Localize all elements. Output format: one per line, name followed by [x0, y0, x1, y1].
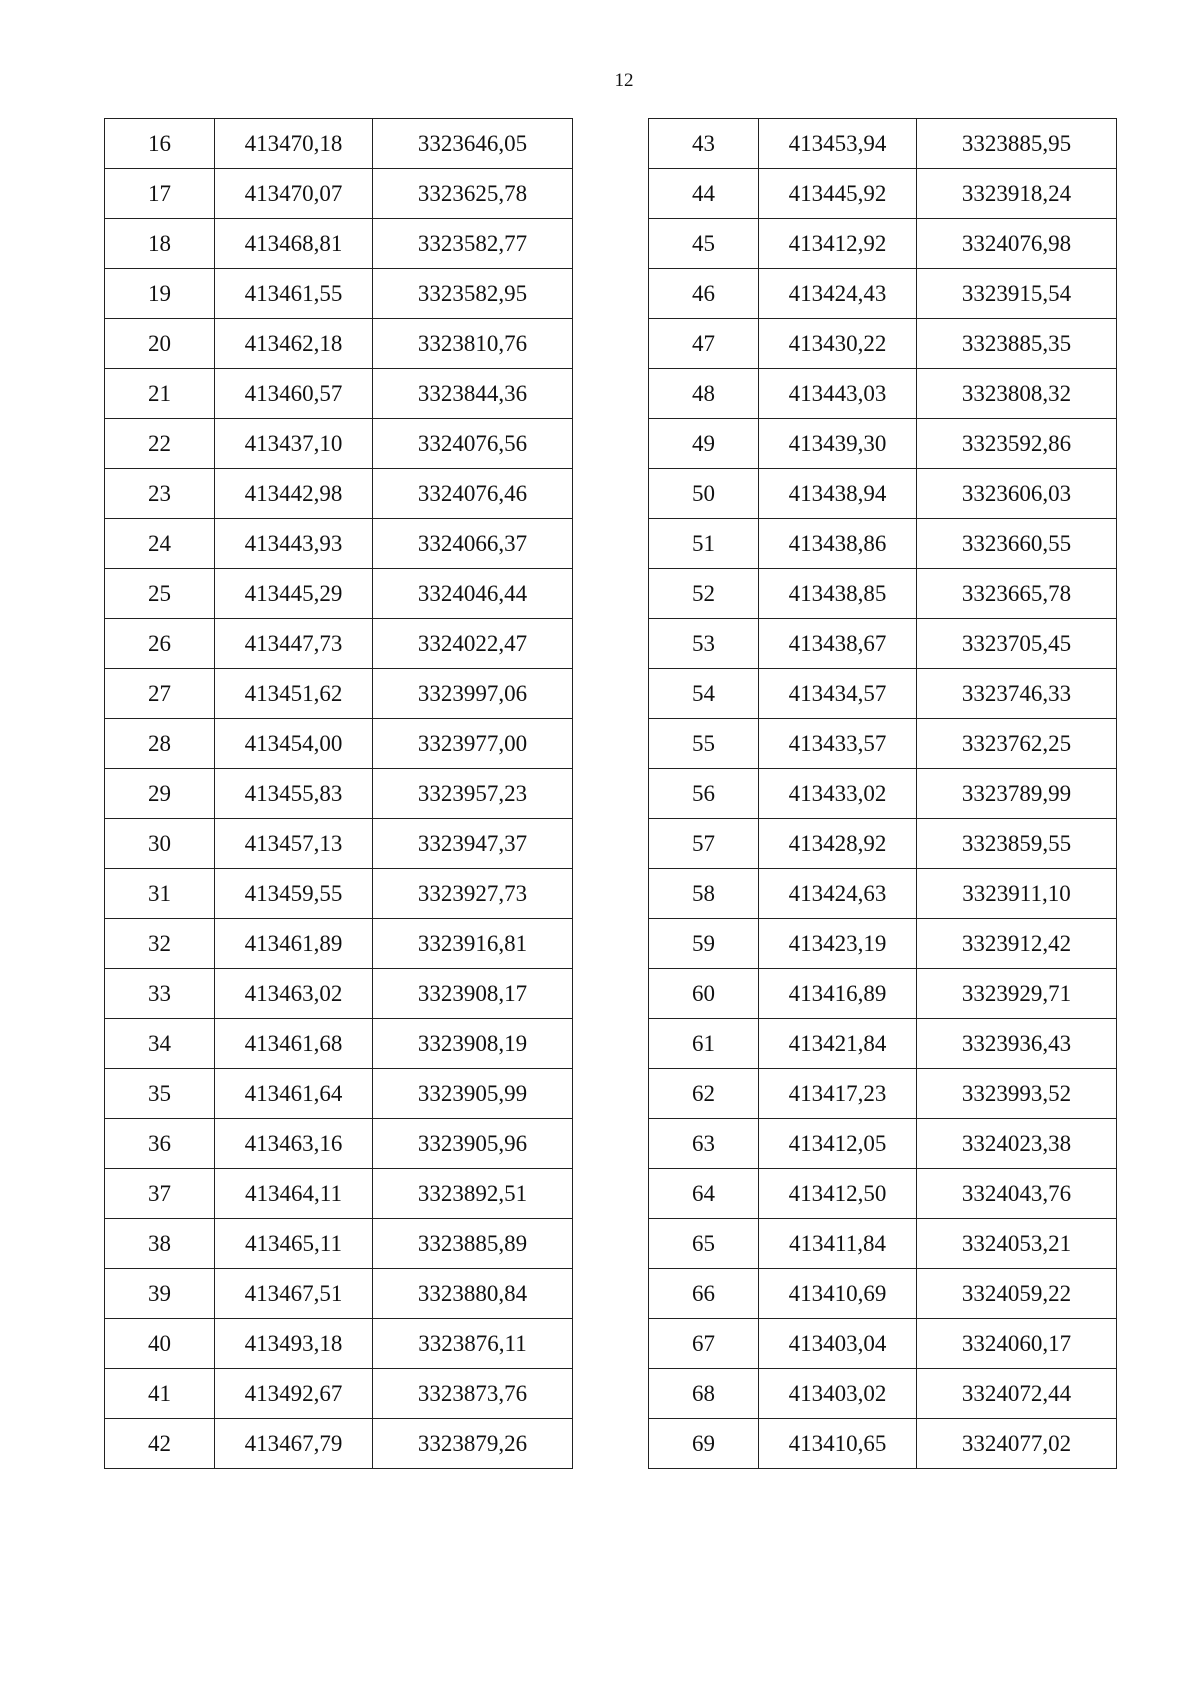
point-number-cell: 40 — [105, 1319, 215, 1369]
table-row — [105, 1319, 573, 1369]
point-number-cell: 18 — [105, 219, 215, 269]
table-row — [105, 419, 573, 469]
table-row — [105, 1419, 573, 1469]
x-coordinate-cell: 413468,81 — [215, 219, 373, 269]
x-coordinate-cell: 413430,22 — [759, 319, 917, 369]
point-number-cell: 59 — [649, 919, 759, 969]
point-number-cell: 65 — [649, 1219, 759, 1269]
y-coordinate-cell: 3323879,26 — [373, 1419, 573, 1469]
point-number-cell: 19 — [105, 269, 215, 319]
table-row — [649, 619, 1117, 669]
x-coordinate-cell: 413412,05 — [759, 1119, 917, 1169]
y-coordinate-cell: 3324066,37 — [373, 519, 573, 569]
point-number-cell: 21 — [105, 369, 215, 419]
x-coordinate-cell: 413410,69 — [759, 1269, 917, 1319]
table-row — [105, 619, 573, 669]
table-row — [105, 769, 573, 819]
point-number-cell: 32 — [105, 919, 215, 969]
table-row — [649, 1319, 1117, 1369]
x-coordinate-cell: 413447,73 — [215, 619, 373, 669]
point-number-cell: 53 — [649, 619, 759, 669]
table-row — [105, 569, 573, 619]
y-coordinate-cell: 3323746,33 — [917, 669, 1117, 719]
point-number-cell: 57 — [649, 819, 759, 869]
x-coordinate-cell: 413438,67 — [759, 619, 917, 669]
x-coordinate-cell: 413463,02 — [215, 969, 373, 1019]
table-row — [649, 669, 1117, 719]
x-coordinate-cell: 413403,02 — [759, 1369, 917, 1419]
table-row — [649, 319, 1117, 369]
point-number-cell: 25 — [105, 569, 215, 619]
table-row — [105, 119, 573, 169]
y-coordinate-cell: 3323762,25 — [917, 719, 1117, 769]
table-row — [649, 369, 1117, 419]
table-row — [105, 719, 573, 769]
x-coordinate-cell: 413462,18 — [215, 319, 373, 369]
x-coordinate-cell: 413410,65 — [759, 1419, 917, 1469]
y-coordinate-cell: 3323873,76 — [373, 1369, 573, 1419]
table-row — [649, 1019, 1117, 1069]
y-coordinate-cell: 3323810,76 — [373, 319, 573, 369]
y-coordinate-cell: 3323947,37 — [373, 819, 573, 869]
x-coordinate-cell: 413467,51 — [215, 1269, 373, 1319]
x-coordinate-cell: 413470,18 — [215, 119, 373, 169]
x-coordinate-cell: 413424,43 — [759, 269, 917, 319]
point-number-cell: 50 — [649, 469, 759, 519]
table-row — [105, 1119, 573, 1169]
x-coordinate-cell: 413438,86 — [759, 519, 917, 569]
y-coordinate-cell: 3323660,55 — [917, 519, 1117, 569]
point-number-cell: 55 — [649, 719, 759, 769]
x-coordinate-cell: 413423,19 — [759, 919, 917, 969]
table-row — [105, 919, 573, 969]
y-coordinate-cell: 3323908,19 — [373, 1019, 573, 1069]
x-coordinate-cell: 413433,02 — [759, 769, 917, 819]
table-row — [649, 1419, 1117, 1469]
point-number-cell: 34 — [105, 1019, 215, 1069]
y-coordinate-cell: 3324072,44 — [917, 1369, 1117, 1419]
y-coordinate-cell: 3323885,35 — [917, 319, 1117, 369]
y-coordinate-cell: 3324043,76 — [917, 1169, 1117, 1219]
x-coordinate-cell: 413445,92 — [759, 169, 917, 219]
point-number-cell: 44 — [649, 169, 759, 219]
x-coordinate-cell: 413416,89 — [759, 969, 917, 1019]
y-coordinate-cell: 3323885,95 — [917, 119, 1117, 169]
y-coordinate-cell: 3323844,36 — [373, 369, 573, 419]
y-coordinate-cell: 3323646,05 — [373, 119, 573, 169]
point-number-cell: 23 — [105, 469, 215, 519]
y-coordinate-cell: 3323912,42 — [917, 919, 1117, 969]
x-coordinate-cell: 413412,92 — [759, 219, 917, 269]
point-number-cell: 60 — [649, 969, 759, 1019]
table-row — [649, 1369, 1117, 1419]
table-row — [105, 869, 573, 919]
table-row — [649, 969, 1117, 1019]
y-coordinate-cell: 3323977,00 — [373, 719, 573, 769]
table-row — [105, 1219, 573, 1269]
y-coordinate-cell: 3324076,98 — [917, 219, 1117, 269]
x-coordinate-cell: 413443,93 — [215, 519, 373, 569]
point-number-cell: 46 — [649, 269, 759, 319]
coordinates-table-right — [648, 118, 1117, 1469]
y-coordinate-cell: 3323936,43 — [917, 1019, 1117, 1069]
point-number-cell: 54 — [649, 669, 759, 719]
table-row — [105, 819, 573, 869]
x-coordinate-cell: 413461,89 — [215, 919, 373, 969]
table-row — [649, 1069, 1117, 1119]
coordinates-table-left — [104, 118, 573, 1469]
y-coordinate-cell: 3324059,22 — [917, 1269, 1117, 1319]
x-coordinate-cell: 413464,11 — [215, 1169, 373, 1219]
y-coordinate-cell: 3323908,17 — [373, 969, 573, 1019]
x-coordinate-cell: 413455,83 — [215, 769, 373, 819]
y-coordinate-cell: 3323789,99 — [917, 769, 1117, 819]
y-coordinate-cell: 3323892,51 — [373, 1169, 573, 1219]
table-row — [649, 569, 1117, 619]
table-row — [649, 869, 1117, 919]
x-coordinate-cell: 413445,29 — [215, 569, 373, 619]
x-coordinate-cell: 413421,84 — [759, 1019, 917, 1069]
point-number-cell: 22 — [105, 419, 215, 469]
x-coordinate-cell: 413461,64 — [215, 1069, 373, 1119]
x-coordinate-cell: 413460,57 — [215, 369, 373, 419]
point-number-cell: 29 — [105, 769, 215, 819]
x-coordinate-cell: 413403,04 — [759, 1319, 917, 1369]
y-coordinate-cell: 3323880,84 — [373, 1269, 573, 1319]
table-row — [649, 519, 1117, 569]
point-number-cell: 26 — [105, 619, 215, 669]
table-row — [649, 1169, 1117, 1219]
table-row — [105, 269, 573, 319]
x-coordinate-cell: 413453,94 — [759, 119, 917, 169]
table-row — [649, 1219, 1117, 1269]
x-coordinate-cell: 413433,57 — [759, 719, 917, 769]
x-coordinate-cell: 413465,11 — [215, 1219, 373, 1269]
point-number-cell: 36 — [105, 1119, 215, 1169]
x-coordinate-cell: 413428,92 — [759, 819, 917, 869]
point-number-cell: 47 — [649, 319, 759, 369]
x-coordinate-cell: 413457,13 — [215, 819, 373, 869]
y-coordinate-cell: 3323927,73 — [373, 869, 573, 919]
x-coordinate-cell: 413438,85 — [759, 569, 917, 619]
y-coordinate-cell: 3323808,32 — [917, 369, 1117, 419]
table-row — [105, 519, 573, 569]
point-number-cell: 61 — [649, 1019, 759, 1069]
point-number-cell: 62 — [649, 1069, 759, 1119]
table-row — [105, 219, 573, 269]
point-number-cell: 20 — [105, 319, 215, 369]
table-row — [105, 319, 573, 369]
point-number-cell: 28 — [105, 719, 215, 769]
y-coordinate-cell: 3323915,54 — [917, 269, 1117, 319]
table-row — [105, 469, 573, 519]
point-number-cell: 24 — [105, 519, 215, 569]
y-coordinate-cell: 3324076,46 — [373, 469, 573, 519]
x-coordinate-cell: 413439,30 — [759, 419, 917, 469]
point-number-cell: 27 — [105, 669, 215, 719]
y-coordinate-cell: 3323957,23 — [373, 769, 573, 819]
y-coordinate-cell: 3323606,03 — [917, 469, 1117, 519]
x-coordinate-cell: 413493,18 — [215, 1319, 373, 1369]
x-coordinate-cell: 413470,07 — [215, 169, 373, 219]
x-coordinate-cell: 413411,84 — [759, 1219, 917, 1269]
x-coordinate-cell: 413412,50 — [759, 1169, 917, 1219]
y-coordinate-cell: 3324077,02 — [917, 1419, 1117, 1469]
table-row — [649, 1119, 1117, 1169]
table-row — [105, 1169, 573, 1219]
table-row — [649, 819, 1117, 869]
point-number-cell: 42 — [105, 1419, 215, 1469]
y-coordinate-cell: 3323876,11 — [373, 1319, 573, 1369]
y-coordinate-cell: 3323625,78 — [373, 169, 573, 219]
table-row — [105, 969, 573, 1019]
y-coordinate-cell: 3324076,56 — [373, 419, 573, 469]
y-coordinate-cell: 3323929,71 — [917, 969, 1117, 1019]
point-number-cell: 63 — [649, 1119, 759, 1169]
point-number-cell: 66 — [649, 1269, 759, 1319]
point-number-cell: 38 — [105, 1219, 215, 1269]
point-number-cell: 33 — [105, 969, 215, 1019]
y-coordinate-cell: 3323916,81 — [373, 919, 573, 969]
x-coordinate-cell: 413424,63 — [759, 869, 917, 919]
y-coordinate-cell: 3324023,38 — [917, 1119, 1117, 1169]
table-row — [105, 1069, 573, 1119]
x-coordinate-cell: 413438,94 — [759, 469, 917, 519]
y-coordinate-cell: 3323705,45 — [917, 619, 1117, 669]
x-coordinate-cell: 413492,67 — [215, 1369, 373, 1419]
y-coordinate-cell: 3323592,86 — [917, 419, 1117, 469]
x-coordinate-cell: 413463,16 — [215, 1119, 373, 1169]
table-row — [649, 719, 1117, 769]
table-row — [649, 919, 1117, 969]
y-coordinate-cell: 3323665,78 — [917, 569, 1117, 619]
point-number-cell: 48 — [649, 369, 759, 419]
point-number-cell: 64 — [649, 1169, 759, 1219]
x-coordinate-cell: 413461,68 — [215, 1019, 373, 1069]
table-row — [105, 169, 573, 219]
x-coordinate-cell: 413467,79 — [215, 1419, 373, 1469]
table-row — [649, 119, 1117, 169]
point-number-cell: 67 — [649, 1319, 759, 1369]
y-coordinate-cell: 3323997,06 — [373, 669, 573, 719]
table-row — [105, 1019, 573, 1069]
table-row — [105, 1369, 573, 1419]
x-coordinate-cell: 413461,55 — [215, 269, 373, 319]
y-coordinate-cell: 3324053,21 — [917, 1219, 1117, 1269]
point-number-cell: 45 — [649, 219, 759, 269]
x-coordinate-cell: 413442,98 — [215, 469, 373, 519]
point-number-cell: 16 — [105, 119, 215, 169]
point-number-cell: 56 — [649, 769, 759, 819]
y-coordinate-cell: 3323582,95 — [373, 269, 573, 319]
x-coordinate-cell: 413454,00 — [215, 719, 373, 769]
point-number-cell: 37 — [105, 1169, 215, 1219]
y-coordinate-cell: 3323911,10 — [917, 869, 1117, 919]
x-coordinate-cell: 413443,03 — [759, 369, 917, 419]
point-number-cell: 68 — [649, 1369, 759, 1419]
table-row — [649, 1269, 1117, 1319]
point-number-cell: 51 — [649, 519, 759, 569]
table-row — [105, 669, 573, 719]
page-number: 12 — [614, 70, 634, 91]
table-row — [649, 269, 1117, 319]
table-row — [105, 1269, 573, 1319]
table-row — [649, 419, 1117, 469]
point-number-cell: 31 — [105, 869, 215, 919]
y-coordinate-cell: 3323582,77 — [373, 219, 573, 269]
table-row — [649, 769, 1117, 819]
point-number-cell: 41 — [105, 1369, 215, 1419]
point-number-cell: 17 — [105, 169, 215, 219]
point-number-cell: 30 — [105, 819, 215, 869]
table-row — [649, 219, 1117, 269]
point-number-cell: 49 — [649, 419, 759, 469]
y-coordinate-cell: 3323859,55 — [917, 819, 1117, 869]
x-coordinate-cell: 413451,62 — [215, 669, 373, 719]
table-row — [649, 169, 1117, 219]
x-coordinate-cell: 413437,10 — [215, 419, 373, 469]
y-coordinate-cell: 3323905,96 — [373, 1119, 573, 1169]
y-coordinate-cell: 3323885,89 — [373, 1219, 573, 1269]
point-number-cell: 58 — [649, 869, 759, 919]
y-coordinate-cell: 3323993,52 — [917, 1069, 1117, 1119]
y-coordinate-cell: 3324046,44 — [373, 569, 573, 619]
y-coordinate-cell: 3323905,99 — [373, 1069, 573, 1119]
point-number-cell: 39 — [105, 1269, 215, 1319]
point-number-cell: 69 — [649, 1419, 759, 1469]
table-row — [105, 369, 573, 419]
y-coordinate-cell: 3324022,47 — [373, 619, 573, 669]
y-coordinate-cell: 3323918,24 — [917, 169, 1117, 219]
table-row — [649, 469, 1117, 519]
point-number-cell: 52 — [649, 569, 759, 619]
y-coordinate-cell: 3324060,17 — [917, 1319, 1117, 1369]
point-number-cell: 35 — [105, 1069, 215, 1119]
x-coordinate-cell: 413417,23 — [759, 1069, 917, 1119]
x-coordinate-cell: 413434,57 — [759, 669, 917, 719]
point-number-cell: 43 — [649, 119, 759, 169]
x-coordinate-cell: 413459,55 — [215, 869, 373, 919]
